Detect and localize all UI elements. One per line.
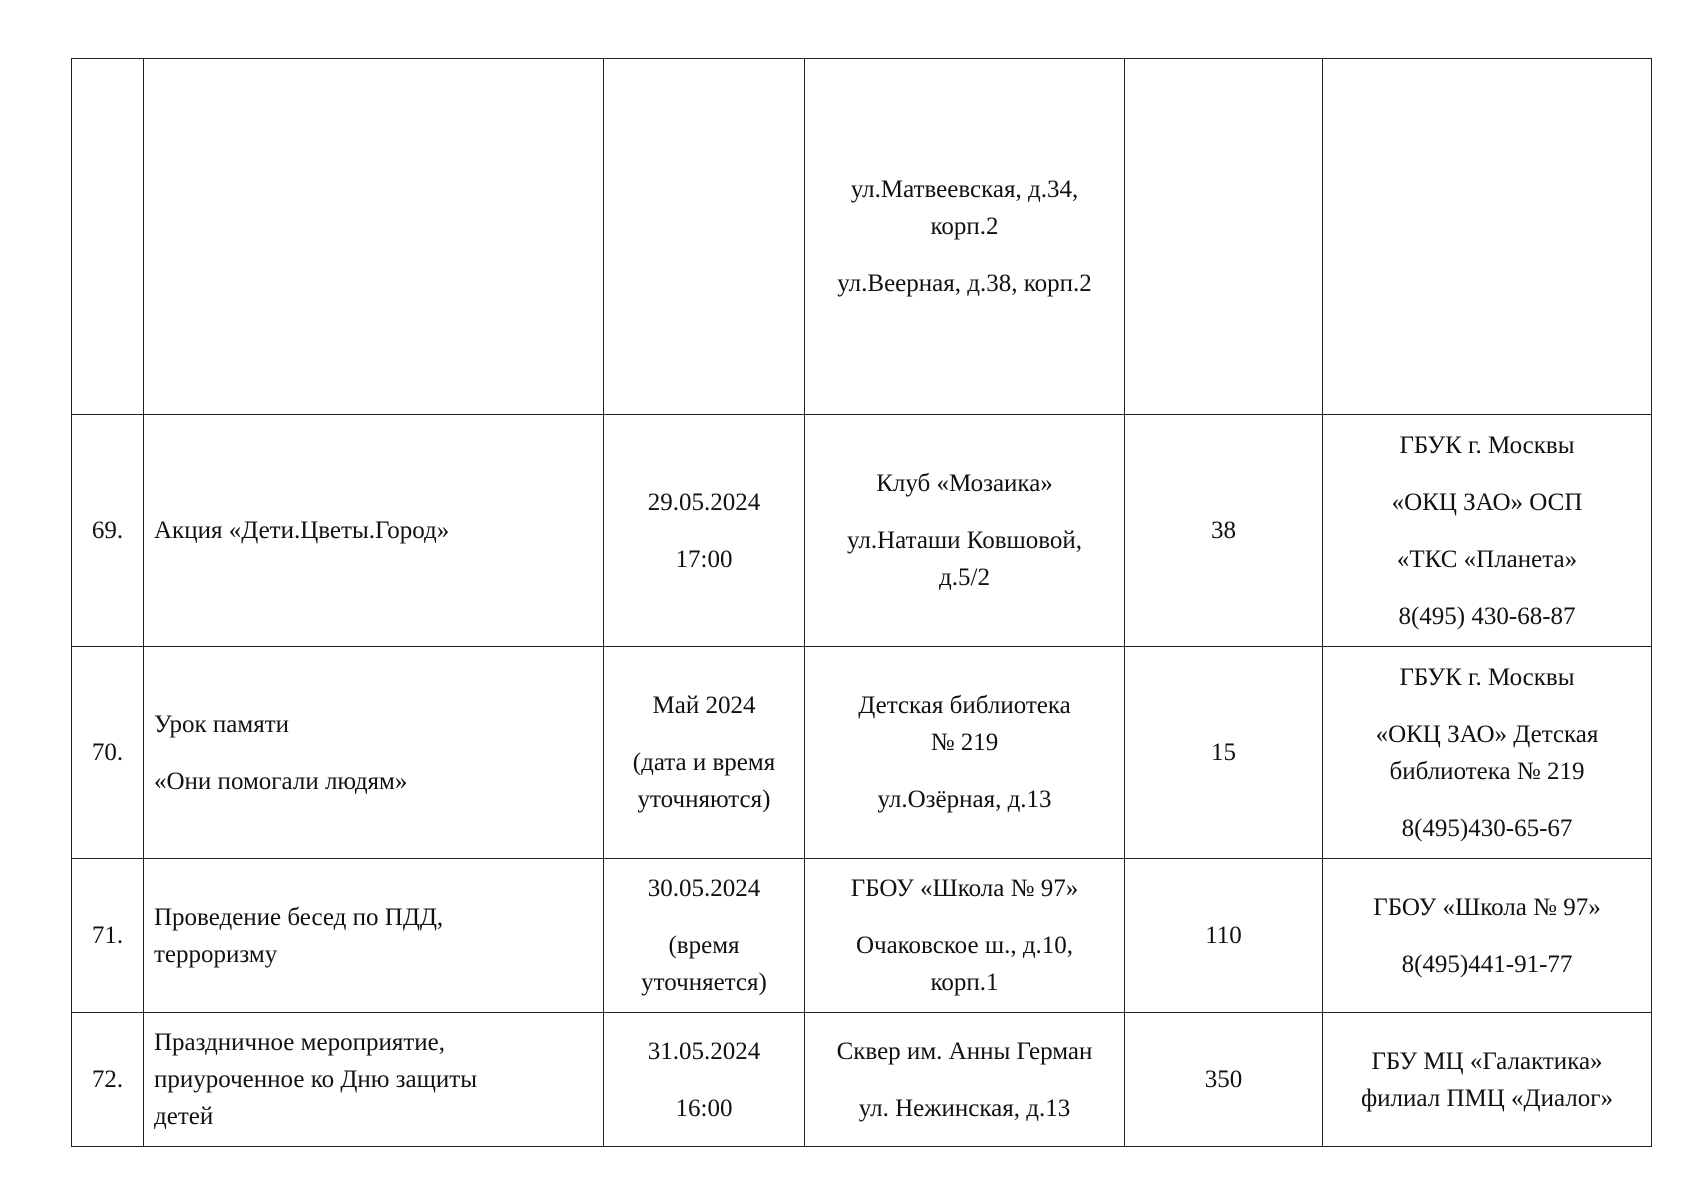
organizer-line: ГБУК г. Москвы xyxy=(1399,431,1575,459)
event-line: Праздничное мероприятие, xyxy=(154,1029,445,1056)
venue-cell xyxy=(805,59,1125,415)
row-number: 71. xyxy=(72,859,144,1013)
venue-cell xyxy=(805,647,1125,859)
event-line: Акция «Дети.Цветы.Город» xyxy=(154,517,450,544)
venue-line: Детская библиотека xyxy=(858,692,1071,719)
venue-line: ул.Наташи Ковшовой, xyxy=(846,527,1083,554)
event-line: Проведение бесед по ПДД, xyxy=(154,903,444,931)
venue-line: корп.2 xyxy=(930,213,999,240)
date-line: уточняются) xyxy=(637,786,771,813)
table-row xyxy=(72,647,1652,859)
venue-line: ГБОУ «Школа № 97» xyxy=(850,875,1079,902)
venue-line: д.5/2 xyxy=(939,564,990,591)
organizer-cell xyxy=(1323,647,1652,859)
organizer-line: «ОКЦ ЗАО» Детская xyxy=(1375,720,1599,748)
organizer-cell xyxy=(1323,415,1652,647)
date-cell xyxy=(604,647,805,859)
organizer-phone: 8(495)441-91-77 xyxy=(1401,950,1573,978)
event-line: терроризму xyxy=(154,940,278,968)
venue-line: корп.1 xyxy=(930,969,999,996)
venue-line: ул. Нежинская, д.13 xyxy=(858,1094,1071,1122)
table-row xyxy=(72,415,1652,647)
date-cell xyxy=(604,1013,805,1147)
row-number: 70. xyxy=(72,647,144,859)
date-line: Май 2024 xyxy=(652,692,756,719)
venue-cell xyxy=(805,859,1125,1013)
event-line: Урок памяти xyxy=(154,710,289,738)
organizer-line: «ОКЦ ЗАО» ОСП xyxy=(1391,488,1583,516)
venue-line: Очаковское ш., д.10, xyxy=(855,932,1074,959)
venue-cell xyxy=(805,1013,1125,1147)
participants-cell: 350 xyxy=(1125,1013,1323,1147)
event-cell xyxy=(144,859,604,1013)
participants-cell: 38 xyxy=(1125,415,1323,647)
organizer-phone: 8(495)430-65-67 xyxy=(1401,814,1573,842)
date-line: 31.05.2024 xyxy=(647,1037,761,1065)
participants-cell: 110 xyxy=(1125,859,1323,1013)
events-table xyxy=(71,58,1652,1147)
participants-cell: 15 xyxy=(1125,647,1323,859)
organizer-line: филиал ПМЦ «Диалог» xyxy=(1360,1084,1614,1112)
venue-cell xyxy=(805,415,1125,647)
venue-line: Клуб «Мозаика» xyxy=(876,470,1053,497)
organizer-line: ГБОУ «Школа № 97» xyxy=(1373,893,1601,921)
date-line: (дата и время xyxy=(632,749,776,776)
venue-line: ул.Озёрная, д.13 xyxy=(877,786,1052,813)
date-cell xyxy=(604,415,805,647)
participants-cell xyxy=(1125,59,1323,415)
row-number-cell xyxy=(72,59,144,415)
event-cell xyxy=(144,1013,604,1147)
date-cell xyxy=(604,59,805,415)
organizer-cell xyxy=(1323,59,1652,415)
organizer-cell xyxy=(1323,1013,1652,1147)
row-number: 69. xyxy=(72,415,144,647)
event-cell xyxy=(144,415,604,647)
event-line: приуроченное ко Дню защиты xyxy=(154,1066,477,1093)
organizer-phone: 8(495) 430-68-87 xyxy=(1398,602,1576,630)
date-line: 29.05.2024 xyxy=(647,488,761,516)
venue-line: Сквер им. Анны Герман xyxy=(836,1037,1093,1065)
table-row xyxy=(72,1013,1652,1147)
venue-line: ул.Веерная, д.38, корп.2 xyxy=(837,270,1092,297)
time-line: 16:00 xyxy=(675,1094,733,1122)
date-cell xyxy=(604,859,805,1013)
venue-line: ул.Матвеевская, д.34, xyxy=(850,176,1079,203)
event-cell xyxy=(144,647,604,859)
date-line: (время xyxy=(668,932,740,959)
table-row xyxy=(72,859,1652,1013)
row-number: 72. xyxy=(72,1013,144,1147)
date-line: уточняется) xyxy=(641,969,767,996)
time-line: 17:00 xyxy=(675,545,733,573)
table-row-continued xyxy=(72,59,1652,415)
event-cell xyxy=(144,59,604,415)
date-line: 30.05.2024 xyxy=(647,875,761,902)
organizer-line: ГБУ МЦ «Галактика» xyxy=(1371,1047,1603,1075)
event-line: детей xyxy=(154,1103,214,1130)
organizer-cell xyxy=(1323,859,1652,1013)
organizer-line: «ТКС «Планета» xyxy=(1396,545,1578,573)
venue-line: № 219 xyxy=(930,729,999,756)
organizer-line: библиотека № 219 xyxy=(1389,757,1585,785)
event-line: «Они помогали людям» xyxy=(154,767,408,795)
organizer-line: ГБУК г. Москвы xyxy=(1399,663,1575,691)
